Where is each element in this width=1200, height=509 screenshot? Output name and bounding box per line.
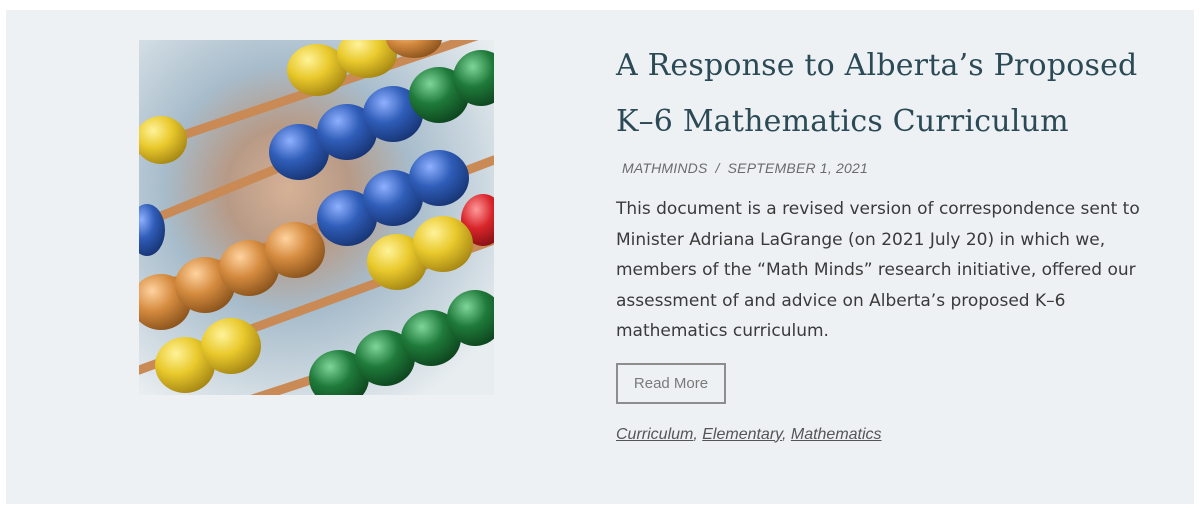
tag-separator: , [781, 425, 791, 443]
post-date: SEPTEMBER 1, 2021 [727, 160, 868, 176]
tag-link-mathematics[interactable]: Mathematics [790, 425, 882, 443]
post-card [6, 10, 1194, 504]
tag-link-curriculum[interactable]: Curriculum [616, 425, 694, 443]
tag-link-elementary[interactable]: Elementary [702, 425, 782, 443]
post-thumbnail[interactable] [139, 40, 494, 395]
abacus-image [139, 40, 494, 395]
post-content [616, 38, 1156, 444]
post-title-link[interactable]: A Response to Alberta’s Proposed K–6 Mathematics Curriculum [616, 48, 1138, 139]
post-tags [616, 426, 1156, 444]
post-author-link[interactable]: MATHMINDS [622, 160, 708, 176]
post-title [616, 38, 1156, 150]
post-excerpt: This document is a revised version of correspondence sent to Minister Adriana LaGrange (on 2021 July 20) in which we, members of the “Math Minds” research initiative, offered our assessment of and advice on Alberta’s proposed K–6 mathematics curriculum. [616, 199, 1140, 341]
tag-separator: , [693, 425, 703, 443]
read-more-button[interactable]: Read More [616, 363, 726, 404]
post-meta [622, 160, 1156, 176]
meta-separator: / [715, 160, 720, 176]
